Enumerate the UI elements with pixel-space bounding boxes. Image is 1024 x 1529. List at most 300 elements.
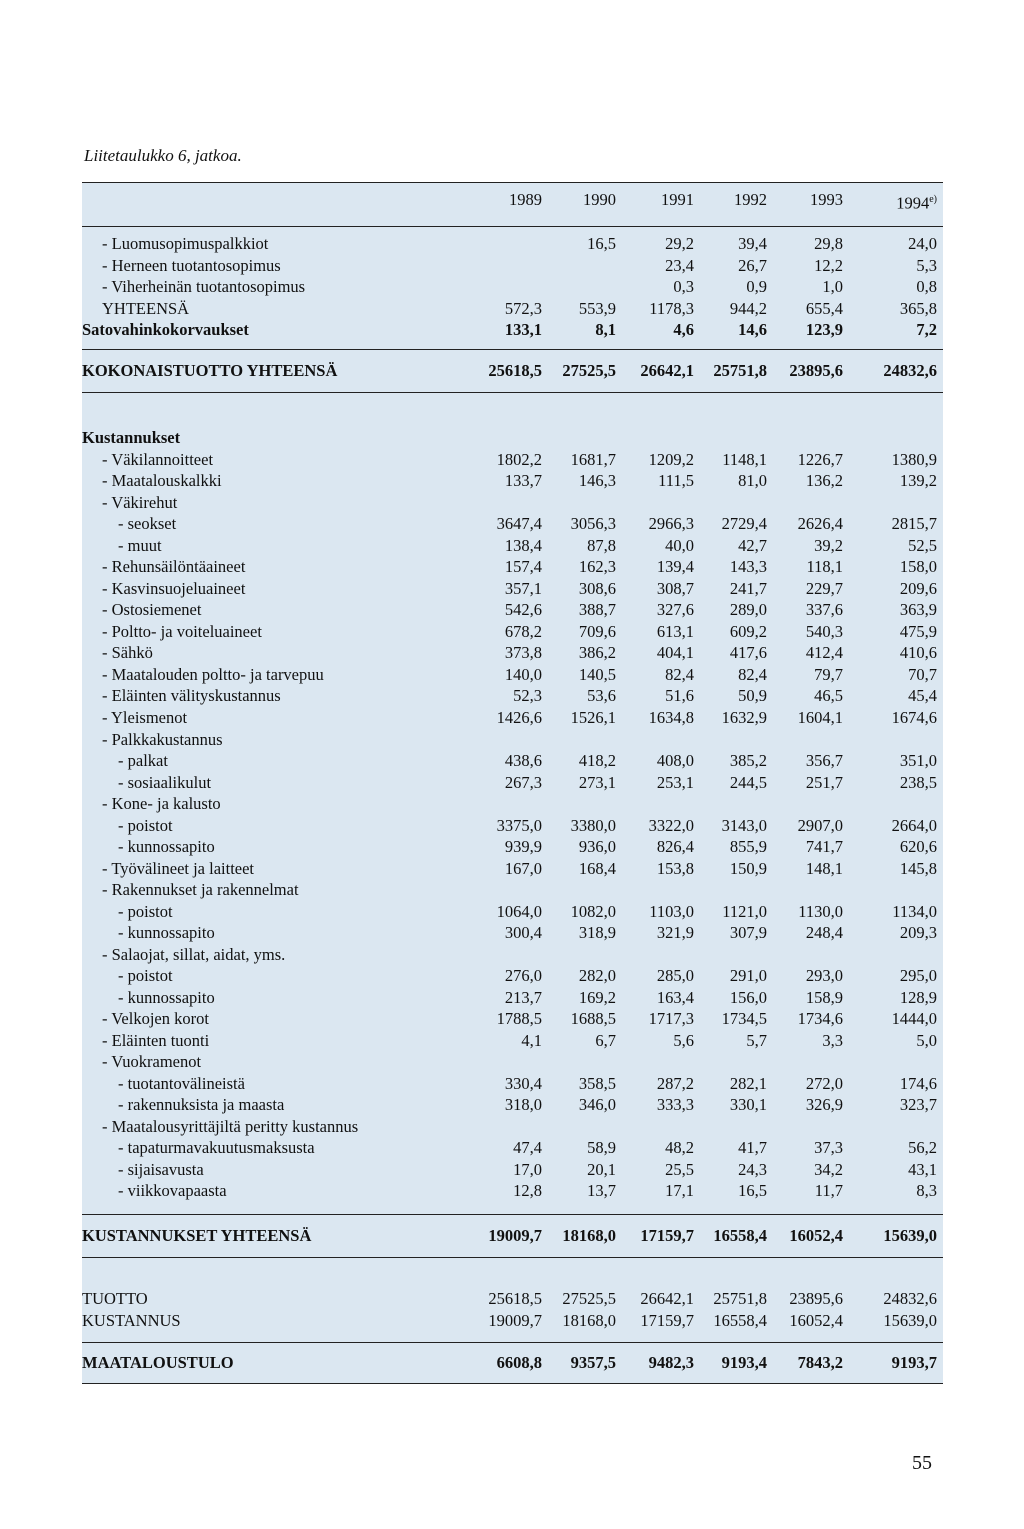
row-label: - sosiaalikulut: [118, 773, 212, 792]
cell-1991: 51,6: [665, 686, 694, 705]
cell-1990: 936,0: [578, 837, 616, 856]
table-row: [82, 858, 943, 880]
cell-1994: 145,8: [899, 859, 937, 878]
year-1989: 1989: [509, 190, 542, 209]
cell-1990: 282,0: [578, 966, 616, 985]
cell-1994: 0,8: [916, 277, 937, 296]
cell-1989: 3375,0: [496, 816, 542, 835]
cell-1989: 213,7: [504, 988, 542, 1007]
cell-1991: 26642,1: [640, 1289, 694, 1308]
table-row: [82, 233, 943, 255]
cell-1991: 1209,2: [648, 450, 694, 469]
table-row: [82, 360, 943, 382]
row-label: KOKONAISTUOTTO YHTEENSÄ: [82, 361, 338, 380]
row-label: - Eläinten välityskustannus: [102, 686, 281, 705]
cell-1994: 209,6: [899, 579, 937, 598]
cell-1991: 9482,3: [648, 1353, 694, 1372]
cell-1991: 287,2: [656, 1074, 694, 1093]
cell-1993: 229,7: [805, 579, 843, 598]
cell-1993: 2907,0: [797, 816, 843, 835]
table-row: [82, 664, 943, 686]
cell-1993: 326,9: [805, 1095, 843, 1114]
cell-1989: 25618,5: [488, 1289, 542, 1308]
cell-1992: 39,4: [738, 234, 767, 253]
cell-1991: 1634,8: [648, 708, 694, 727]
cell-1994: 1134,0: [892, 902, 937, 921]
cell-1994: 5,0: [916, 1031, 937, 1050]
row-label: - palkat: [118, 751, 168, 770]
cell-1992: 291,0: [729, 966, 767, 985]
cell-1990: 386,2: [578, 643, 616, 662]
table-row: [82, 879, 943, 901]
cell-1989: 276,0: [504, 966, 542, 985]
table-row: [82, 556, 943, 578]
table-row: [82, 255, 943, 277]
cell-1991: 826,4: [656, 837, 694, 856]
table-row: [82, 535, 943, 557]
cell-1992: 1632,9: [721, 708, 767, 727]
cell-1989: 318,0: [504, 1095, 542, 1114]
cell-1993: 337,6: [805, 600, 843, 619]
cell-1989: 19009,7: [488, 1311, 542, 1330]
cell-1991: 163,4: [656, 988, 694, 1007]
row-label: - Rehunsäilöntäaineet: [102, 557, 246, 576]
row-label: - kunnossapito: [118, 988, 215, 1007]
cell-1991: 1103,0: [649, 902, 694, 921]
cell-1991: 17,1: [665, 1181, 694, 1200]
cell-1990: 16,5: [587, 234, 616, 253]
cell-1992: 1121,0: [722, 902, 767, 921]
cell-1991: 26642,1: [640, 361, 694, 380]
table-row: [82, 1030, 943, 1052]
header-rule: [82, 226, 943, 227]
row-label: YHTEENSÄ: [102, 299, 190, 318]
cell-1991: 321,9: [656, 923, 694, 942]
cell-1989: 133,1: [504, 320, 542, 339]
row-label: KUSTANNUKSET YHTEENSÄ: [82, 1226, 312, 1245]
cell-1992: 241,7: [729, 579, 767, 598]
page-number: 55: [912, 1452, 932, 1474]
cell-1991: 48,2: [665, 1138, 694, 1157]
cell-1989: 19009,7: [488, 1226, 542, 1245]
rule-before-kustannukset-total: [82, 1214, 943, 1215]
estimate-marker: e): [929, 194, 937, 205]
row-label: - poistot: [118, 966, 173, 985]
cell-1994: 295,0: [899, 966, 937, 985]
cell-1990: 140,5: [578, 665, 616, 684]
cell-1993: 251,7: [805, 773, 843, 792]
cell-1991: 404,1: [656, 643, 694, 662]
table-row: [82, 1137, 943, 1159]
cell-1989: 678,2: [504, 622, 542, 641]
cell-1992: 0,9: [746, 277, 767, 296]
row-label: - Maatalouden poltto- ja tarvepuu: [102, 665, 324, 684]
cell-1993: 16052,4: [789, 1311, 843, 1330]
cell-1993: 1226,7: [797, 450, 843, 469]
row-label: - tapaturmavakuutusmaksusta: [118, 1138, 315, 1157]
cell-1991: 253,1: [656, 773, 694, 792]
row-label: - rakennuksista ja maasta: [118, 1095, 285, 1114]
table-row: [82, 599, 943, 621]
cell-1993: 540,3: [805, 622, 843, 641]
cell-1989: 140,0: [504, 665, 542, 684]
cell-1990: 18168,0: [562, 1226, 616, 1245]
cell-1993: 123,9: [805, 320, 843, 339]
cell-1994: 1674,6: [891, 708, 937, 727]
cell-1994: 323,7: [899, 1095, 937, 1114]
cell-1990: 168,4: [578, 859, 616, 878]
cell-1990: 27525,5: [562, 1289, 616, 1308]
cell-1993: 272,0: [805, 1074, 843, 1093]
cell-1994: 5,3: [916, 256, 937, 275]
year-header-row: [82, 189, 943, 211]
cell-1993: 118,1: [806, 557, 843, 576]
cell-1990: 418,2: [578, 751, 616, 770]
cell-1993: 356,7: [805, 751, 843, 770]
cell-1993: 1604,1: [797, 708, 843, 727]
row-label: KUSTANNUS: [82, 1311, 181, 1330]
cell-1992: 3143,0: [721, 816, 767, 835]
cell-1993: 655,4: [805, 299, 843, 318]
row-label: - Väkilannoitteet: [102, 450, 214, 469]
table-row: [82, 298, 943, 320]
cell-1994: 24,0: [908, 234, 937, 253]
cell-1994: 139,2: [899, 471, 937, 490]
cell-1989: 330,4: [504, 1074, 542, 1093]
cell-1994: 238,5: [899, 773, 937, 792]
table-row: [82, 772, 943, 794]
cell-1994: 620,6: [899, 837, 937, 856]
cell-1990: 1526,1: [570, 708, 616, 727]
table-row: [82, 1008, 943, 1030]
row-label: - sijaisavusta: [118, 1160, 204, 1179]
rule-after-kokonaistuotto: [82, 392, 943, 393]
cell-1990: 3380,0: [570, 816, 616, 835]
cell-1992: 50,9: [738, 686, 767, 705]
cell-1994: 410,6: [899, 643, 937, 662]
cell-1992: 42,7: [738, 536, 767, 555]
cell-1989: 25618,5: [488, 361, 542, 380]
table-row: [82, 319, 943, 341]
row-label: - Työvälineet ja laitteet: [102, 859, 255, 878]
cell-1990: 318,9: [578, 923, 616, 942]
table-row: [82, 427, 943, 449]
cell-1994: 70,7: [908, 665, 937, 684]
table-row: [82, 513, 943, 535]
cell-1989: 138,4: [504, 536, 542, 555]
cell-1991: 327,6: [656, 600, 694, 619]
row-label: - kunnossapito: [118, 837, 215, 856]
cell-1989: 133,7: [504, 471, 542, 490]
cell-1993: 1130,0: [798, 902, 843, 921]
cell-1993: 79,7: [814, 665, 843, 684]
table-row: [82, 1051, 943, 1073]
table-row: [82, 492, 943, 514]
cell-1989: 47,4: [513, 1138, 542, 1157]
cell-1992: 5,7: [746, 1031, 767, 1050]
cell-1989: 267,3: [504, 773, 542, 792]
cell-1993: 37,3: [814, 1138, 843, 1157]
year-1990: 1990: [583, 190, 616, 209]
cell-1989: 373,8: [504, 643, 542, 662]
cell-1990: 346,0: [578, 1095, 616, 1114]
cell-1990: 53,6: [587, 686, 616, 705]
cell-1989: 6608,8: [496, 1353, 542, 1372]
table-row: [82, 685, 943, 707]
cell-1989: 939,9: [504, 837, 542, 856]
cell-1991: 25,5: [665, 1160, 694, 1179]
cell-1992: 417,6: [729, 643, 767, 662]
cell-1993: 23895,6: [789, 1289, 843, 1308]
cell-1992: 25751,8: [713, 1289, 767, 1308]
bottom-rule: [82, 1383, 943, 1384]
row-label: - Rakennukset ja rakennelmat: [102, 880, 299, 899]
cell-1990: 27525,5: [562, 361, 616, 380]
cell-1993: 29,8: [814, 234, 843, 253]
row-label: - Salaojat, sillat, aidat, yms.: [102, 945, 286, 964]
year-1991: 1991: [661, 190, 694, 209]
cell-1994: 15639,0: [883, 1226, 937, 1245]
cell-1992: 1148,1: [722, 450, 767, 469]
cell-1993: 46,5: [814, 686, 843, 705]
row-label: - poistot: [118, 902, 173, 921]
cell-1990: 169,2: [578, 988, 616, 1007]
cell-1991: 1178,3: [649, 299, 694, 318]
cell-1989: 4,1: [521, 1031, 542, 1050]
rule-before-kokonaistuotto: [82, 349, 943, 350]
cell-1993: 7843,2: [797, 1353, 843, 1372]
row-label: - Viherheinän tuotantosopimus: [102, 277, 306, 296]
year-1993: 1993: [810, 190, 843, 209]
cell-1990: 58,9: [587, 1138, 616, 1157]
table-row: [82, 1225, 943, 1247]
cell-1993: 16052,4: [789, 1226, 843, 1245]
cell-1989: 1064,0: [496, 902, 542, 921]
cell-1993: 148,1: [805, 859, 843, 878]
cell-1992: 156,0: [729, 988, 767, 1007]
cell-1991: 333,3: [656, 1095, 694, 1114]
cell-1991: 5,6: [673, 1031, 694, 1050]
row-label: - Kasvinsuojeluaineet: [102, 579, 246, 598]
cell-1989: 3647,4: [496, 514, 542, 533]
cell-1992: 16558,4: [713, 1226, 767, 1245]
row-label: Satovahinkokorvaukset: [82, 320, 249, 339]
cell-1989: 300,4: [504, 923, 542, 942]
cell-1992: 25751,8: [713, 361, 767, 380]
table-row: [82, 965, 943, 987]
cell-1990: 146,3: [578, 471, 616, 490]
row-label: - Kone- ja kalusto: [102, 794, 221, 813]
table-row: [82, 836, 943, 858]
row-label: - Eläinten tuonti: [102, 1031, 210, 1050]
row-label: Kustannukset: [82, 428, 181, 447]
table-caption: Liitetaulukko 6, jatkoa.: [84, 146, 242, 165]
cell-1994: 1380,9: [891, 450, 937, 469]
table-row: [82, 1352, 943, 1374]
table-row: [82, 793, 943, 815]
cell-1991: 40,0: [665, 536, 694, 555]
cell-1994: 24832,6: [883, 1289, 937, 1308]
cell-1994: 2664,0: [891, 816, 937, 835]
cell-1993: 158,9: [805, 988, 843, 1007]
cell-1991: 408,0: [656, 751, 694, 770]
cell-1990: 9357,5: [570, 1353, 616, 1372]
table-row: [82, 729, 943, 751]
cell-1994: 45,4: [908, 686, 937, 705]
cell-1991: 4,6: [673, 320, 694, 339]
cell-1991: 285,0: [656, 966, 694, 985]
cell-1993: 2626,4: [797, 514, 843, 533]
row-label: - Poltto- ja voiteluaineet: [102, 622, 262, 641]
cell-1989: 12,8: [513, 1181, 542, 1200]
table-row: [82, 815, 943, 837]
cell-1994: 365,8: [899, 299, 937, 318]
table-row: [82, 1094, 943, 1116]
year-1992: 1992: [734, 190, 767, 209]
row-label: - Sähkö: [102, 643, 153, 662]
cell-1989: 1788,5: [496, 1009, 542, 1028]
cell-1992: 143,3: [729, 557, 767, 576]
row-label: - poistot: [118, 816, 173, 835]
cell-1994: 43,1: [908, 1160, 937, 1179]
cell-1990: 308,6: [578, 579, 616, 598]
cell-1990: 20,1: [587, 1160, 616, 1179]
cell-1991: 3322,0: [648, 816, 694, 835]
cell-1992: 609,2: [729, 622, 767, 641]
cell-1994: 351,0: [899, 751, 937, 770]
cell-1992: 82,4: [738, 665, 767, 684]
cell-1991: 613,1: [656, 622, 694, 641]
cell-1992: 14,6: [738, 320, 767, 339]
row-label: - tuotantovälineistä: [118, 1074, 245, 1093]
table-row: [82, 1159, 943, 1181]
cell-1992: 289,0: [729, 600, 767, 619]
cell-1994: 1444,0: [891, 1009, 937, 1028]
cell-1992: 1734,5: [721, 1009, 767, 1028]
cell-1990: 13,7: [587, 1181, 616, 1200]
cell-1992: 385,2: [729, 751, 767, 770]
table-row: [82, 449, 943, 471]
cell-1991: 23,4: [665, 256, 694, 275]
cell-1994: 7,2: [916, 320, 937, 339]
cell-1992: 9193,4: [721, 1353, 767, 1372]
cell-1990: 8,1: [595, 320, 616, 339]
cell-1990: 709,6: [578, 622, 616, 641]
rule-before-maataloustulo: [82, 1342, 943, 1343]
cell-1989: 17,0: [513, 1160, 542, 1179]
row-label: - Ostosiemenet: [102, 600, 202, 619]
cell-1990: 358,5: [578, 1074, 616, 1093]
table-row: [82, 621, 943, 643]
cell-1989: 52,3: [513, 686, 542, 705]
cell-1992: 307,9: [729, 923, 767, 942]
row-label: - Velkojen korot: [102, 1009, 209, 1028]
cell-1993: 412,4: [805, 643, 843, 662]
cell-1989: 157,4: [504, 557, 542, 576]
cell-1993: 39,2: [814, 536, 843, 555]
row-label: - Väkirehut: [102, 493, 178, 512]
cell-1994: 9193,7: [891, 1353, 937, 1372]
cell-1994: 8,3: [916, 1181, 937, 1200]
cell-1994: 52,5: [908, 536, 937, 555]
cell-1994: 475,9: [899, 622, 937, 641]
table-row: [82, 1288, 943, 1310]
cell-1990: 1681,7: [570, 450, 616, 469]
cell-1990: 388,7: [578, 600, 616, 619]
cell-1989: 1426,6: [496, 708, 542, 727]
cell-1990: 87,8: [587, 536, 616, 555]
cell-1992: 2729,4: [721, 514, 767, 533]
cell-1993: 741,7: [805, 837, 843, 856]
cell-1992: 150,9: [729, 859, 767, 878]
cell-1989: 167,0: [504, 859, 542, 878]
table-row: [82, 1116, 943, 1138]
table-row: [82, 901, 943, 923]
cell-1992: 330,1: [729, 1095, 767, 1114]
table-row: [82, 578, 943, 600]
row-label: - Vuokramenot: [102, 1052, 202, 1071]
cell-1993: 23895,6: [789, 361, 843, 380]
cell-1990: 162,3: [578, 557, 616, 576]
cell-1990: 6,7: [595, 1031, 616, 1050]
row-label: MAATALOUSTULO: [82, 1353, 234, 1372]
table-row: [82, 1073, 943, 1095]
row-label: - kunnossapito: [118, 923, 215, 942]
table-row: [82, 1310, 943, 1332]
cell-1993: 136,2: [805, 471, 843, 490]
row-label: - Herneen tuotantosopimus: [102, 256, 281, 275]
cell-1992: 26,7: [738, 256, 767, 275]
cell-1991: 17159,7: [640, 1311, 694, 1330]
cell-1989: 1802,2: [496, 450, 542, 469]
cell-1992: 16558,4: [713, 1311, 767, 1330]
cell-1994: 128,9: [899, 988, 937, 1007]
cell-1991: 29,2: [665, 234, 694, 253]
cell-1990: 1688,5: [570, 1009, 616, 1028]
cell-1993: 12,2: [814, 256, 843, 275]
cell-1994: 158,0: [899, 557, 937, 576]
cell-1991: 1717,3: [648, 1009, 694, 1028]
cell-1992: 24,3: [738, 1160, 767, 1179]
row-label: - Luomusopimuspalkkiot: [102, 234, 269, 253]
cell-1993: 293,0: [805, 966, 843, 985]
table-row: [82, 987, 943, 1009]
cell-1994: 209,3: [899, 923, 937, 942]
table-row: [82, 642, 943, 664]
cell-1992: 244,5: [729, 773, 767, 792]
cell-1989: 572,3: [504, 299, 542, 318]
cell-1994: 56,2: [908, 1138, 937, 1157]
cell-1990: 273,1: [578, 773, 616, 792]
cell-1991: 2966,3: [648, 514, 694, 533]
row-label: - Palkkakustannus: [102, 730, 223, 749]
cell-1991: 308,7: [656, 579, 694, 598]
cell-1993: 34,2: [814, 1160, 843, 1179]
table-row: [82, 1180, 943, 1202]
cell-1993: 3,3: [822, 1031, 843, 1050]
cell-1991: 111,5: [658, 471, 694, 490]
cell-1989: 357,1: [504, 579, 542, 598]
row-label: - muut: [118, 536, 162, 555]
top-rule: [82, 182, 943, 183]
cell-1994: 24832,6: [883, 361, 937, 380]
cell-1994: 15639,0: [883, 1311, 937, 1330]
rule-after-kustannukset-total: [82, 1257, 943, 1258]
cell-1991: 153,8: [656, 859, 694, 878]
cell-1989: 438,6: [504, 751, 542, 770]
cell-1992: 282,1: [729, 1074, 767, 1093]
cell-1993: 1734,6: [797, 1009, 843, 1028]
